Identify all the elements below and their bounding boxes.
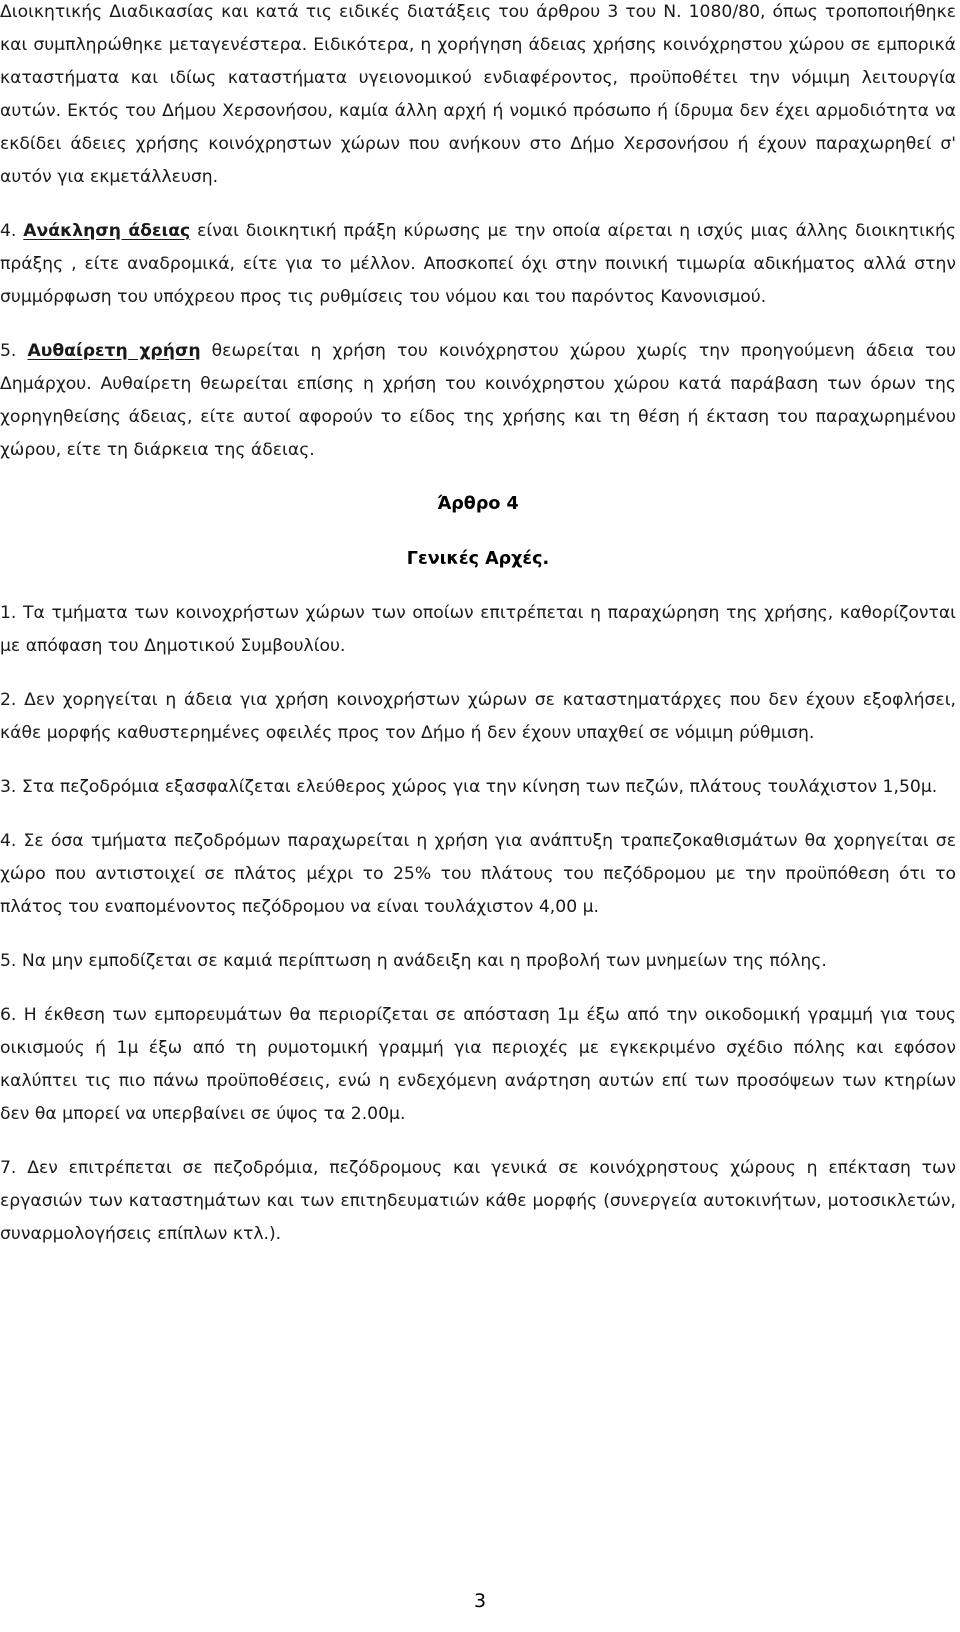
definition-text: θεωρείται η χρήση του κοινόχρηστου χώρου χωρίς την προηγούμενη άδεια του Δημάρχου. Αυθαίρετη θεωρείται επίσης η χρήση του κοινόχρηστου χώρου κατά παράβαση των όρων της χορηγηθείσης άδειας, είτε αυτοί αφορούν το είδος της χρήσης και τη θέση ή έκταση του παραχωρημένου χώρου, είτε τη διάρκεια της άδειας. (0, 341, 957, 460)
page-number: 3 (473, 1590, 487, 1612)
article-item-5: 5. Να μην εμποδίζεται σε καμιά περίπτωση η ανάδειξη και η προβολή των μνημείων της πόλης. (0, 951, 827, 971)
article-number-heading: Άρθρο 4 (437, 494, 519, 514)
definition-number: 4. (0, 221, 24, 241)
definition-revocation (0, 215, 956, 314)
article-item-6: 6. Η έκθεση των εμπορευμάτων θα περιορίζεται σε απόσταση 1μ έξω από την οικοδομική γραμμή για τους οικισμούς ή 1μ έξω από τη ρυμοτομική γραμμή για περιοχές με εγκεκριμένο σχέδιο πόλης και εφόσον καλύπτει τις πιο πάνω προϋποθέσεις, ενώ η ενδεχόμενη ανάρτηση αυτών επί των προσόψεων των κτηρίων δεν θα μπορεί να υπερβαίνει σε ύψος τα 2.00μ. (0, 1005, 956, 1124)
article-title-heading: Γενικές Αρχές. (406, 549, 550, 569)
intro-paragraph: Διοικητικής Διαδικασίας και κατά τις ειδικές διατάξεις του άρθρου 3 του Ν. 1080/80, όπως τροποποιήθηκε και συμπληρώθηκε μεταγενέστερα. Ειδικότερα, η χορήγηση άδειας χρήσης κοινόχρηστου χώρου σε εμπορικά καταστήματα και ιδίως καταστήματα υγειονομικού ενδιαφέροντος, προϋποθέτει την νόμιμη λειτουργία αυτών. Εκτός του Δήμου Χερσονήσου, καμία άλλη αρχή ή νομικό πρόσωπο ή ίδρυμα δεν έχει αρμοδιότητα να εκδίδει άδειες χρήσης κοινόχρηστων χώρων που ανήκουν στο Δήμο Χερσονήσου ή έχουν παραχωρηθεί σ' αυτόν για εκμετάλλευση. (0, 2, 956, 187)
article-item-2: 2. Δεν χορηγείται η άδεια για χρήση κοινοχρήστων χώρων σε καταστηματάρχες που δεν έχουν εξοφλήσει, κάθε μορφής καθυστερημένες οφειλές προς τον Δήμο ή δεν έχουν υπαχθεί σε νόμιμη ρύθμιση. (0, 690, 956, 743)
definition-term-revocation: Ανάκληση άδειας (23, 221, 191, 241)
article-item-4: 4. Σε όσα τμήματα πεζοδρόμων παραχωρείται η χρήση για ανάπτυξη τραπεζοκαθισμάτων θα χορηγείται σε χώρο που αντιστοιχεί σε πλάτος μέχρι το 25% του πλάτους του πεζόδρομου με την προϋπόθεση ότι το πλάτος του εναπομένοντος πεζόδρομου να είναι τουλάχιστον 4,00 μ. (0, 831, 956, 917)
definition-text: είναι διοικητική πράξη κύρωσης με την οποία αίρεται η ισχύς μιας άλλης διοικητικής πράξης , είτε αναδρομικά, είτε για το μέλλον. Αποσκοπεί όχι στην ποινική τιμωρία αδικήματος αλλά στην συμμόρφωση του υπόχρεου προς τις ρυθμίσεις του νόμου και του παρόντος Κανονισμού. (0, 221, 956, 307)
definition-arbitrary-use (0, 335, 956, 467)
definition-term-arbitrary-use: Αυθαίρετη χρήση (27, 341, 201, 361)
article-item-7: 7. Δεν επιτρέπεται σε πεζοδρόμια, πεζόδρομους και γενικά σε κοινόχρηστους χώρους η επέκταση των εργασιών των καταστημάτων και των επιτηδευματιών κάθε μορφής (συνεργεία αυτοκινήτων, μοτοσικλετών, συναρμολογήσεις επίπλων κτλ.). (0, 1158, 956, 1244)
definition-number: 5. (0, 341, 28, 361)
article-item-1: 1. Τα τμήματα των κοινοχρήστων χώρων των οποίων επιτρέπεται η παραχώρηση της χρήσης, καθορίζονται με απόφαση του Δημοτικού Συμβουλίου. (0, 603, 956, 656)
article-item-3: 3. Στα πεζοδρόμια εξασφαλίζεται ελεύθερος χώρος για την κίνηση των πεζών, πλάτους τουλάχιστον 1,50μ. (0, 777, 938, 797)
